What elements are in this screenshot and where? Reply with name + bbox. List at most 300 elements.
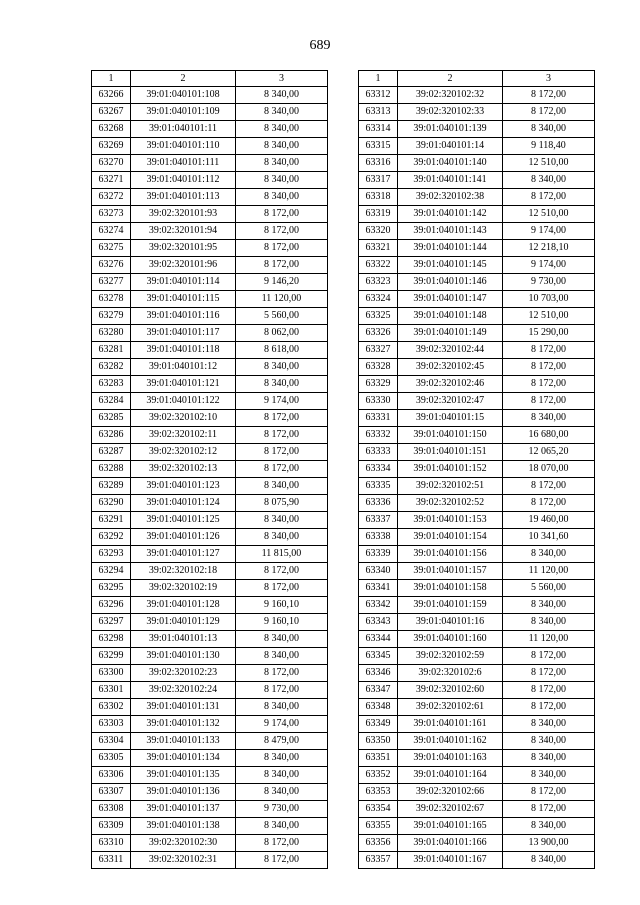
table-row [92,223,328,240]
amount-cell: 8 172,00 [503,359,595,376]
row-number-cell: 63323 [359,274,398,291]
row-number-cell: 63331 [359,410,398,427]
table-row [359,750,595,767]
cadastral-number-cell: 39:02:320102:24 [131,682,236,699]
amount-cell: 8 172,00 [503,478,595,495]
row-number-cell: 63341 [359,580,398,597]
row-number-cell: 63318 [359,189,398,206]
cadastral-number-cell: 39:02:320101:93 [131,206,236,223]
cadastral-number-cell: 39:02:320101:95 [131,240,236,257]
cadastral-number-cell: 39:01:040101:109 [131,104,236,121]
table-row [359,461,595,478]
cadastral-number-cell: 39:01:040101:11 [131,121,236,138]
row-number-cell: 63287 [92,444,131,461]
row-number-cell: 63272 [92,189,131,206]
cadastral-number-cell: 39:01:040101:13 [131,631,236,648]
table-row [359,410,595,427]
cadastral-number-cell: 39:01:040101:129 [131,614,236,631]
table-row [92,580,328,597]
cadastral-number-cell: 39:02:320102:31 [131,852,236,869]
table-row [92,121,328,138]
amount-cell: 8 172,00 [236,852,328,869]
cadastral-number-cell: 39:02:320102:19 [131,580,236,597]
cadastral-number-cell: 39:01:040101:157 [398,563,503,580]
table-row [359,563,595,580]
amount-cell: 8 172,00 [503,699,595,716]
cadastral-number-cell: 39:01:040101:116 [131,308,236,325]
cadastral-number-cell: 39:01:040101:111 [131,155,236,172]
row-number-cell: 63316 [359,155,398,172]
table-row [92,138,328,155]
table-row [359,308,595,325]
table-row [92,206,328,223]
amount-cell: 8 340,00 [236,750,328,767]
cadastral-number-cell: 39:01:040101:122 [131,393,236,410]
table-row [92,801,328,818]
amount-cell: 13 900,00 [503,835,595,852]
row-number-cell: 63315 [359,138,398,155]
row-number-cell: 63305 [92,750,131,767]
amount-cell: 8 340,00 [503,767,595,784]
cadastral-number-cell: 39:01:040101:128 [131,597,236,614]
amount-cell: 8 340,00 [236,189,328,206]
table-row [92,274,328,291]
amount-cell: 11 815,00 [236,546,328,563]
row-number-cell: 63343 [359,614,398,631]
row-number-cell: 63340 [359,563,398,580]
table-row [92,563,328,580]
row-number-cell: 63282 [92,359,131,376]
amount-cell: 8 618,00 [236,342,328,359]
cadastral-number-cell: 39:02:320102:33 [398,104,503,121]
row-number-cell: 63357 [359,852,398,869]
table-row [92,87,328,104]
cadastral-number-cell: 39:01:040101:118 [131,342,236,359]
table-row [359,835,595,852]
row-number-cell: 63339 [359,546,398,563]
amount-cell: 8 340,00 [503,172,595,189]
cadastral-number-cell: 39:01:040101:139 [398,121,503,138]
right-table [358,70,595,869]
table-row [359,427,595,444]
amount-cell: 8 340,00 [503,733,595,750]
cadastral-number-cell: 39:01:040101:153 [398,512,503,529]
cadastral-number-cell: 39:01:040101:145 [398,257,503,274]
cadastral-number-cell: 39:01:040101:149 [398,325,503,342]
amount-cell: 8 340,00 [236,512,328,529]
row-number-cell: 63289 [92,478,131,495]
table-row [92,410,328,427]
cadastral-number-cell: 39:01:040101:115 [131,291,236,308]
amount-cell: 8 172,00 [236,580,328,597]
amount-cell: 8 172,00 [503,784,595,801]
table-row [92,240,328,257]
row-number-cell: 63281 [92,342,131,359]
amount-cell: 8 172,00 [503,801,595,818]
row-number-cell: 63356 [359,835,398,852]
table-row [359,444,595,461]
amount-cell: 8 172,00 [236,410,328,427]
amount-cell: 8 172,00 [236,665,328,682]
table-row [359,138,595,155]
table-row [92,750,328,767]
amount-cell: 9 146,20 [236,274,328,291]
row-number-cell: 63335 [359,478,398,495]
amount-cell: 8 340,00 [236,155,328,172]
amount-cell: 8 340,00 [236,699,328,716]
cadastral-number-cell: 39:01:040101:161 [398,716,503,733]
row-number-cell: 63306 [92,767,131,784]
cadastral-number-cell: 39:02:320102:30 [131,835,236,852]
amount-cell: 11 120,00 [503,631,595,648]
table-row [92,461,328,478]
amount-cell: 12 218,10 [503,240,595,257]
row-number-cell: 63300 [92,665,131,682]
amount-cell: 8 340,00 [503,121,595,138]
amount-cell: 8 340,00 [236,376,328,393]
right-table-body [359,71,595,869]
cadastral-number-cell: 39:01:040101:154 [398,529,503,546]
cadastral-number-cell: 39:02:320102:10 [131,410,236,427]
cadastral-number-cell: 39:01:040101:125 [131,512,236,529]
cadastral-number-cell: 39:02:320102:23 [131,665,236,682]
row-number-cell: 63301 [92,682,131,699]
amount-cell: 9 174,00 [503,223,595,240]
cadastral-number-cell: 39:01:040101:142 [398,206,503,223]
table-row [359,597,595,614]
row-number-cell: 63270 [92,155,131,172]
cadastral-number-cell: 39:01:040101:14 [398,138,503,155]
table-row [92,308,328,325]
cadastral-number-cell: 39:01:040101:12 [131,359,236,376]
amount-cell: 9 118,40 [503,138,595,155]
cadastral-number-cell: 39:02:320102:45 [398,359,503,376]
table-row [359,121,595,138]
table-row [92,427,328,444]
table-row [359,478,595,495]
table-row [359,206,595,223]
table-row [359,699,595,716]
amount-cell: 8 172,00 [503,495,595,512]
table-row [359,393,595,410]
amount-cell: 9 174,00 [236,716,328,733]
amount-cell: 12 510,00 [503,155,595,172]
cadastral-number-cell: 39:01:040101:133 [131,733,236,750]
cadastral-number-cell: 39:02:320102:59 [398,648,503,665]
amount-cell: 8 340,00 [236,648,328,665]
row-number-cell: 63330 [359,393,398,410]
amount-cell: 8 340,00 [236,138,328,155]
amount-cell: 8 340,00 [503,546,595,563]
cadastral-number-cell: 39:02:320102:60 [398,682,503,699]
row-number-cell: 63266 [92,87,131,104]
row-number-cell: 63311 [92,852,131,869]
amount-cell: 8 172,00 [236,223,328,240]
cadastral-number-cell: 39:01:040101:113 [131,189,236,206]
cadastral-number-cell: 39:02:320102:44 [398,342,503,359]
amount-cell: 10 341,60 [503,529,595,546]
amount-cell: 12 065,20 [503,444,595,461]
table-row [92,665,328,682]
table-row [359,495,595,512]
table-row [92,291,328,308]
amount-cell: 8 340,00 [236,478,328,495]
amount-cell: 8 172,00 [503,87,595,104]
amount-cell: 8 340,00 [236,818,328,835]
table-row [92,512,328,529]
table-row [359,189,595,206]
amount-cell: 12 510,00 [503,308,595,325]
table-row [359,665,595,682]
cadastral-number-cell: 39:02:320102:11 [131,427,236,444]
left-table-body [92,71,328,869]
row-number-cell: 63345 [359,648,398,665]
table-row [92,342,328,359]
row-number-cell: 63342 [359,597,398,614]
row-number-cell: 63332 [359,427,398,444]
row-number-cell: 63268 [92,121,131,138]
row-number-cell: 63274 [92,223,131,240]
table-row [92,495,328,512]
table-row [359,801,595,818]
cadastral-number-cell: 39:01:040101:141 [398,172,503,189]
cadastral-number-cell: 39:02:320102:13 [131,461,236,478]
row-number-cell: 63271 [92,172,131,189]
table-row [92,257,328,274]
row-number-cell: 63290 [92,495,131,512]
cadastral-number-cell: 39:01:040101:15 [398,410,503,427]
table-row [359,784,595,801]
table-row [92,818,328,835]
table-row [92,835,328,852]
table-row [92,767,328,784]
table-row [92,784,328,801]
amount-cell: 5 560,00 [503,580,595,597]
table-row [359,648,595,665]
row-number-cell: 63278 [92,291,131,308]
amount-cell: 8 340,00 [236,87,328,104]
cadastral-number-cell: 39:01:040101:126 [131,529,236,546]
table-row [92,682,328,699]
amount-cell: 19 460,00 [503,512,595,529]
row-number-cell: 63337 [359,512,398,529]
cadastral-number-cell: 39:01:040101:130 [131,648,236,665]
table-row [92,852,328,869]
table-row [92,699,328,716]
row-number-cell: 63354 [359,801,398,818]
table-row [359,580,595,597]
cadastral-number-cell: 39:01:040101:110 [131,138,236,155]
row-number-cell: 63322 [359,257,398,274]
table-header-row [359,71,595,87]
table-header-row [92,71,328,87]
amount-cell: 9 160,10 [236,597,328,614]
table-row [92,155,328,172]
table-row [359,223,595,240]
table-row [359,104,595,121]
table-row [92,597,328,614]
cadastral-number-cell: 39:01:040101:132 [131,716,236,733]
cadastral-number-cell: 39:01:040101:151 [398,444,503,461]
cadastral-number-cell: 39:02:320102:67 [398,801,503,818]
table-row [359,546,595,563]
cadastral-number-cell: 39:01:040101:164 [398,767,503,784]
amount-cell: 8 340,00 [236,121,328,138]
row-number-cell: 63328 [359,359,398,376]
amount-cell: 11 120,00 [236,291,328,308]
table-row [359,733,595,750]
table-row [92,359,328,376]
row-number-cell: 63309 [92,818,131,835]
row-number-cell: 63284 [92,393,131,410]
table-row [359,376,595,393]
cadastral-number-cell: 39:01:040101:117 [131,325,236,342]
row-number-cell: 63283 [92,376,131,393]
left-table [91,70,328,869]
cadastral-number-cell: 39:01:040101:167 [398,852,503,869]
row-number-cell: 63313 [359,104,398,121]
cadastral-number-cell: 39:01:040101:159 [398,597,503,614]
table-row [359,342,595,359]
cadastral-number-cell: 39:02:320102:61 [398,699,503,716]
amount-cell: 8 172,00 [236,240,328,257]
cadastral-number-cell: 39:02:320102:38 [398,189,503,206]
row-number-cell: 63302 [92,699,131,716]
table-row [359,240,595,257]
amount-cell: 8 172,00 [503,648,595,665]
cadastral-number-cell: 39:01:040101:112 [131,172,236,189]
row-number-cell: 63350 [359,733,398,750]
table-row [92,648,328,665]
row-number-cell: 63352 [359,767,398,784]
row-number-cell: 63280 [92,325,131,342]
amount-cell: 8 340,00 [503,597,595,614]
table-row [92,631,328,648]
amount-cell: 8 340,00 [236,631,328,648]
table-row [92,478,328,495]
amount-cell: 8 340,00 [236,172,328,189]
table-row [359,852,595,869]
cadastral-number-cell: 39:01:040101:124 [131,495,236,512]
row-number-cell: 63314 [359,121,398,138]
cadastral-number-cell: 39:01:040101:147 [398,291,503,308]
header-col-2: 2 [131,71,236,87]
row-number-cell: 63310 [92,835,131,852]
cadastral-number-cell: 39:01:040101:135 [131,767,236,784]
cadastral-number-cell: 39:01:040101:165 [398,818,503,835]
table-row [92,529,328,546]
cadastral-number-cell: 39:02:320101:96 [131,257,236,274]
cadastral-number-cell: 39:01:040101:136 [131,784,236,801]
row-number-cell: 63276 [92,257,131,274]
row-number-cell: 63326 [359,325,398,342]
table-row [359,818,595,835]
table-row [359,291,595,308]
cadastral-number-cell: 39:01:040101:162 [398,733,503,750]
amount-cell: 8 172,00 [503,104,595,121]
row-number-cell: 63319 [359,206,398,223]
cadastral-number-cell: 39:01:040101:138 [131,818,236,835]
table-row [359,155,595,172]
row-number-cell: 63285 [92,410,131,427]
table-row [359,274,595,291]
row-number-cell: 63333 [359,444,398,461]
amount-cell: 8 172,00 [503,665,595,682]
table-row [92,172,328,189]
table-row [359,512,595,529]
amount-cell: 8 340,00 [236,784,328,801]
table-row [359,631,595,648]
cadastral-number-cell: 39:01:040101:148 [398,308,503,325]
row-number-cell: 63338 [359,529,398,546]
row-number-cell: 63275 [92,240,131,257]
amount-cell: 18 070,00 [503,461,595,478]
row-number-cell: 63327 [359,342,398,359]
amount-cell: 12 510,00 [503,206,595,223]
amount-cell: 8 340,00 [236,104,328,121]
table-row [359,257,595,274]
cadastral-number-cell: 39:02:320102:51 [398,478,503,495]
row-number-cell: 63320 [359,223,398,240]
amount-cell: 8 340,00 [236,529,328,546]
amount-cell: 8 075,90 [236,495,328,512]
amount-cell: 9 730,00 [236,801,328,818]
cadastral-number-cell: 39:01:040101:156 [398,546,503,563]
table-row [92,104,328,121]
row-number-cell: 63307 [92,784,131,801]
row-number-cell: 63349 [359,716,398,733]
page-number: 689 [309,38,331,53]
amount-cell: 10 703,00 [503,291,595,308]
row-number-cell: 63291 [92,512,131,529]
row-number-cell: 63353 [359,784,398,801]
cadastral-number-cell: 39:01:040101:131 [131,699,236,716]
row-number-cell: 63286 [92,427,131,444]
cadastral-number-cell: 39:02:320102:66 [398,784,503,801]
amount-cell: 16 680,00 [503,427,595,444]
table-row [359,614,595,631]
table-row [359,529,595,546]
table-row [92,189,328,206]
amount-cell: 8 172,00 [503,682,595,699]
amount-cell: 9 160,10 [236,614,328,631]
table-row [92,614,328,631]
row-number-cell: 63294 [92,563,131,580]
table-row [359,716,595,733]
row-number-cell: 63269 [92,138,131,155]
amount-cell: 8 340,00 [503,750,595,767]
row-number-cell: 63277 [92,274,131,291]
table-row [92,733,328,750]
header-col-2: 2 [398,71,503,87]
amount-cell: 8 340,00 [503,614,595,631]
row-number-cell: 63317 [359,172,398,189]
table-row [359,682,595,699]
amount-cell: 8 062,00 [236,325,328,342]
cadastral-number-cell: 39:01:040101:140 [398,155,503,172]
amount-cell: 8 340,00 [503,818,595,835]
row-number-cell: 63325 [359,308,398,325]
cadastral-number-cell: 39:01:040101:137 [131,801,236,818]
amount-cell: 8 172,00 [503,342,595,359]
amount-cell: 8 479,00 [236,733,328,750]
cadastral-number-cell: 39:01:040101:146 [398,274,503,291]
cadastral-number-cell: 39:01:040101:166 [398,835,503,852]
table-row [359,767,595,784]
cadastral-number-cell: 39:02:320101:94 [131,223,236,240]
table-row [92,325,328,342]
cadastral-number-cell: 39:02:320102:46 [398,376,503,393]
